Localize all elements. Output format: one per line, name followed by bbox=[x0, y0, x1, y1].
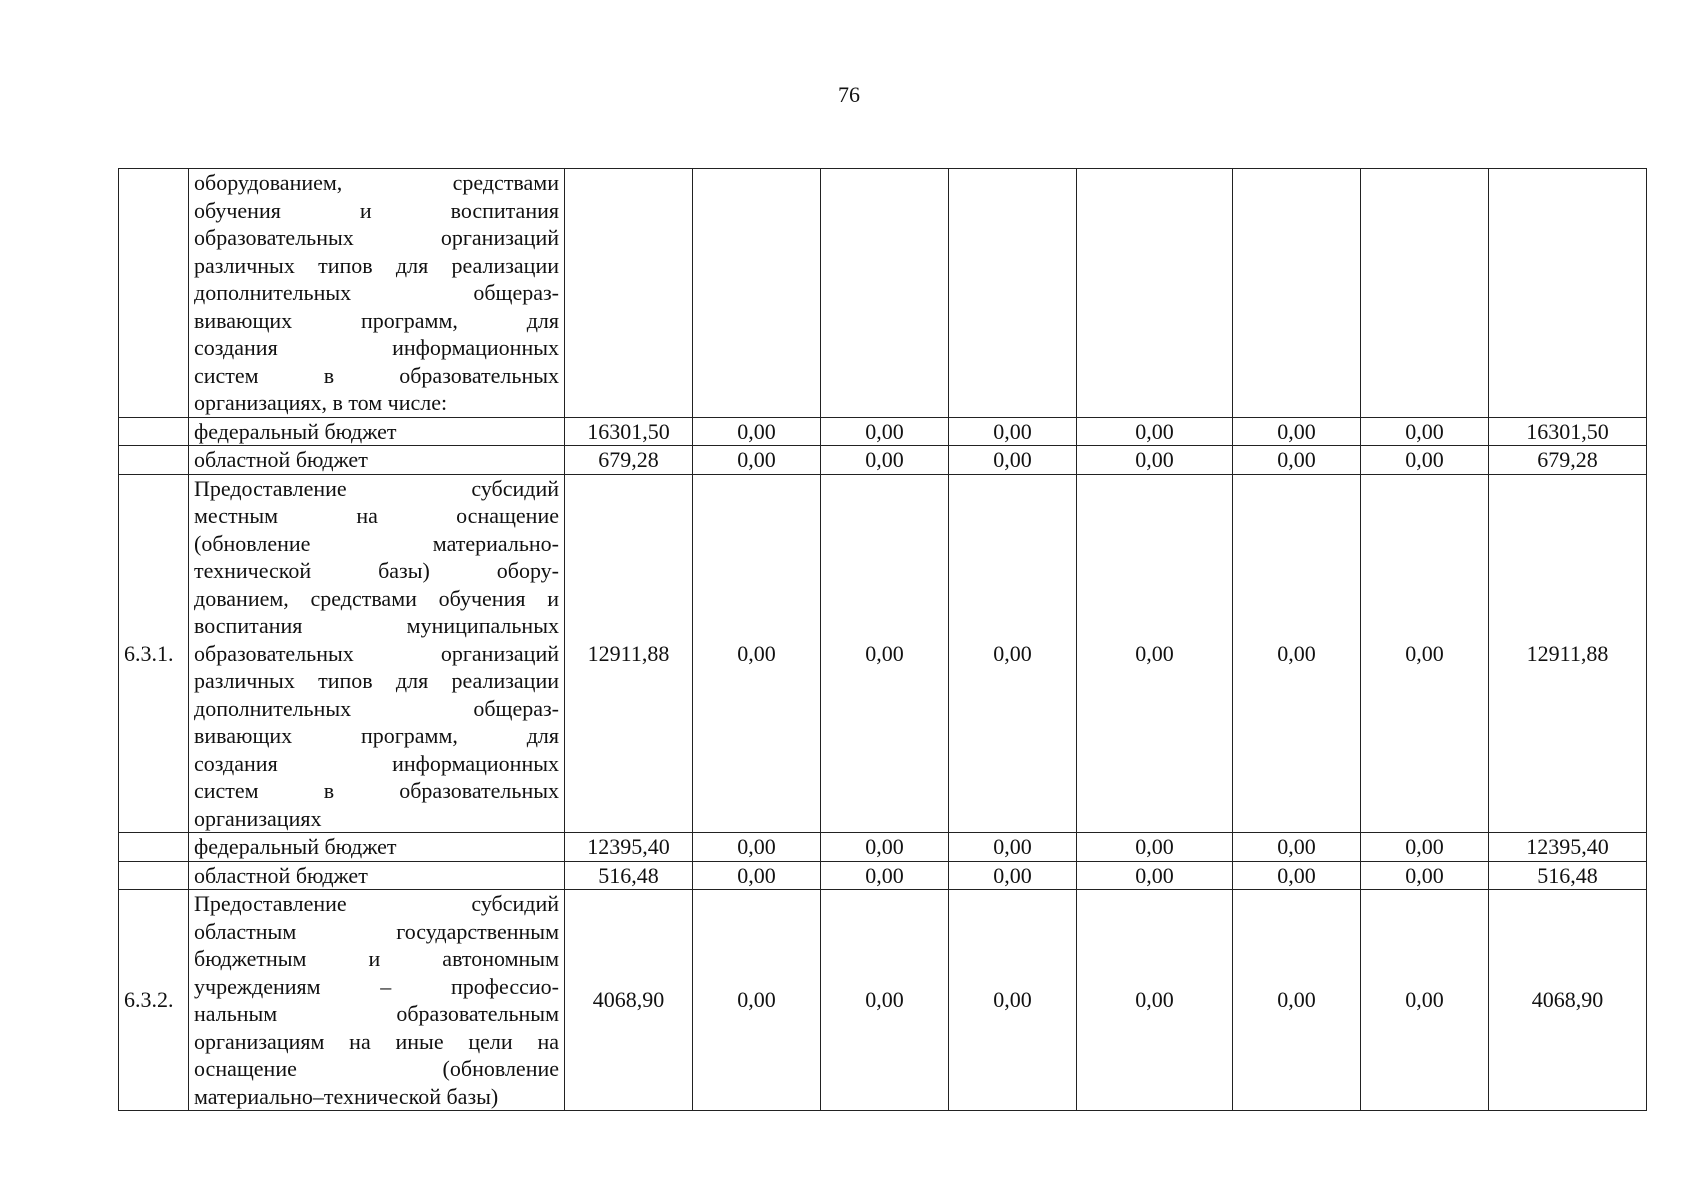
measure-description-cell bbox=[189, 169, 565, 418]
value-cell: 0,00 bbox=[693, 833, 821, 862]
value-cell: 0,00 bbox=[1233, 833, 1361, 862]
description-line: местным на оснащение bbox=[194, 503, 559, 528]
description-line: материально–технической базы) bbox=[194, 1083, 499, 1109]
value-cell: 0,00 bbox=[1233, 417, 1361, 446]
value-cell: 0,00 bbox=[1233, 861, 1361, 890]
value-cell bbox=[693, 169, 821, 418]
page-number: 76 bbox=[838, 82, 860, 107]
value-cell: 0,00 bbox=[1077, 474, 1233, 833]
value-cell: 0,00 bbox=[949, 474, 1077, 833]
value-cell bbox=[821, 169, 949, 418]
description-line: дополнительных общераз- bbox=[194, 695, 559, 721]
budget-source-label: федеральный бюджет bbox=[189, 833, 565, 862]
description-line: оснащение (обновление bbox=[194, 1056, 559, 1081]
value-cell: 0,00 bbox=[821, 861, 949, 890]
value-cell: 0,00 bbox=[949, 417, 1077, 446]
description-line: создания информационных bbox=[194, 335, 559, 360]
value-cell: 0,00 bbox=[821, 474, 949, 833]
value-cell: 12395,40 bbox=[565, 833, 693, 862]
item-number-cell bbox=[119, 446, 189, 475]
table-row-description bbox=[119, 890, 1647, 1111]
value-cell: 4068,90 bbox=[565, 890, 693, 1111]
value-cell: 0,00 bbox=[1077, 833, 1233, 862]
value-cell: 0,00 bbox=[1233, 890, 1361, 1111]
value-cell: 0,00 bbox=[693, 861, 821, 890]
value-cell: 0,00 bbox=[1361, 446, 1489, 475]
value-cell: 0,00 bbox=[1077, 890, 1233, 1111]
value-cell bbox=[949, 169, 1077, 418]
table-row-budget-source bbox=[119, 446, 1647, 475]
description-line: вивающих программ, для bbox=[194, 307, 559, 333]
value-cell bbox=[565, 169, 693, 418]
description-line: организациям на иные цели на bbox=[194, 1028, 559, 1054]
description-line: бюджетным и автономным bbox=[194, 946, 559, 971]
total-value-cell: 12911,88 bbox=[1489, 474, 1647, 833]
value-cell: 0,00 bbox=[821, 890, 949, 1111]
total-value-cell: 4068,90 bbox=[1489, 890, 1647, 1111]
value-cell: 0,00 bbox=[949, 833, 1077, 862]
total-value-cell: 679,28 bbox=[1489, 446, 1647, 475]
description-line: Предоставление субсидий bbox=[194, 891, 559, 916]
value-cell: 0,00 bbox=[821, 417, 949, 446]
description-line: технической базы) обору- bbox=[194, 558, 559, 583]
value-cell: 679,28 bbox=[565, 446, 693, 475]
value-cell: 0,00 bbox=[1077, 417, 1233, 446]
description-line: различных типов для реализации bbox=[194, 668, 559, 693]
item-number-cell bbox=[119, 417, 189, 446]
value-cell: 0,00 bbox=[1361, 474, 1489, 833]
value-cell: 0,00 bbox=[949, 446, 1077, 475]
item-number-cell bbox=[119, 833, 189, 862]
table-row-budget-source bbox=[119, 417, 1647, 446]
value-cell: 0,00 bbox=[693, 890, 821, 1111]
item-number-cell: 6.3.2. bbox=[119, 890, 189, 1111]
value-cell: 0,00 bbox=[693, 417, 821, 446]
value-cell: 0,00 bbox=[821, 446, 949, 475]
description-line: обучения и воспитания bbox=[194, 197, 559, 223]
item-number-cell bbox=[119, 169, 189, 418]
description-line: дополнительных общераз- bbox=[194, 280, 559, 305]
description-line: систем в образовательных bbox=[194, 778, 559, 803]
value-cell: 0,00 bbox=[1233, 446, 1361, 475]
budget-source-label: федеральный бюджет bbox=[189, 417, 565, 446]
description-line: организациях, в том числе: bbox=[194, 390, 448, 415]
value-cell: 0,00 bbox=[1077, 861, 1233, 890]
measure-description-cell bbox=[189, 474, 565, 833]
description-line: областным государственным bbox=[194, 918, 559, 944]
item-number-cell: 6.3.1. bbox=[119, 474, 189, 833]
description-line: оборудованием, средствами bbox=[194, 170, 559, 195]
description-line: воспитания муниципальных bbox=[194, 613, 559, 638]
value-cell bbox=[1077, 169, 1233, 418]
total-value-cell: 12395,40 bbox=[1489, 833, 1647, 862]
description-line: (обновление материально- bbox=[194, 530, 559, 556]
table-row-budget-source bbox=[119, 833, 1647, 862]
description-line: организациях bbox=[194, 805, 322, 831]
value-cell bbox=[1361, 169, 1489, 418]
value-cell: 0,00 bbox=[1361, 417, 1489, 446]
total-value-cell bbox=[1489, 169, 1647, 418]
description-line: учреждениям – профессио- bbox=[194, 973, 559, 999]
value-cell: 0,00 bbox=[1361, 890, 1489, 1111]
table-row-budget-source bbox=[119, 861, 1647, 890]
budget-table bbox=[118, 168, 1647, 1111]
value-cell: 0,00 bbox=[821, 833, 949, 862]
description-line: образовательных организаций bbox=[194, 640, 559, 666]
budget-source-label: областной бюджет bbox=[189, 861, 565, 890]
value-cell: 0,00 bbox=[693, 446, 821, 475]
value-cell: 12911,88 bbox=[565, 474, 693, 833]
description-line: создания информационных bbox=[194, 750, 559, 776]
value-cell: 0,00 bbox=[693, 474, 821, 833]
description-line: Предоставление субсидий bbox=[194, 475, 559, 501]
table-row-description bbox=[119, 474, 1647, 833]
table-body bbox=[119, 169, 1647, 1111]
value-cell: 0,00 bbox=[1361, 833, 1489, 862]
measure-description-cell bbox=[189, 890, 565, 1111]
value-cell: 0,00 bbox=[949, 861, 1077, 890]
value-cell bbox=[1233, 169, 1361, 418]
value-cell: 0,00 bbox=[1233, 474, 1361, 833]
value-cell: 0,00 bbox=[949, 890, 1077, 1111]
item-number-cell bbox=[119, 861, 189, 890]
value-cell: 0,00 bbox=[1077, 446, 1233, 475]
budget-source-label: областной бюджет bbox=[189, 446, 565, 475]
description-line: вивающих программ, для bbox=[194, 723, 559, 748]
value-cell: 16301,50 bbox=[565, 417, 693, 446]
description-line: нальным образовательным bbox=[194, 1001, 559, 1026]
description-line: различных типов для реализации bbox=[194, 252, 559, 278]
total-value-cell: 516,48 bbox=[1489, 861, 1647, 890]
value-cell: 516,48 bbox=[565, 861, 693, 890]
description-line: дованием, средствами обучения и bbox=[194, 585, 559, 611]
total-value-cell: 16301,50 bbox=[1489, 417, 1647, 446]
description-line: систем в образовательных bbox=[194, 362, 559, 388]
table-row-description bbox=[119, 169, 1647, 418]
value-cell: 0,00 bbox=[1361, 861, 1489, 890]
description-line: образовательных организаций bbox=[194, 225, 559, 250]
